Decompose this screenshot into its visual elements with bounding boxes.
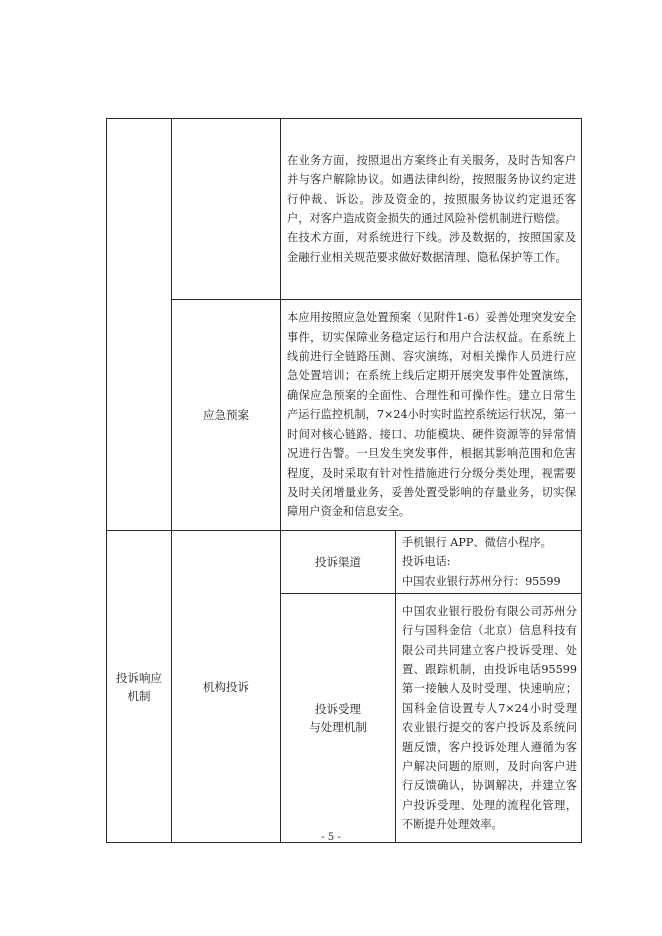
emergency-plan-text: 本应用按照应急处置预案（见附件1-6）妥善处理突发安全事件，切实保障业务稳定运行和用户合法权益。在系统上线前进行全链路压测、容灾演练，对相关操作人员进行应急处置培训；在系统上线后定期开展突发事件处置演练，确保应急预案的全面性、合理性和可操作性。建立日常生产运行监控机制，7×24小时实时监控系统运行状况，第一时间对核心链路、接口、功能模块、硬件资源等的异常情况进行告警。一旦发生突发事件，根据其影响范围和危害程度，及时采取有针对性措施进行分级分类处理，视需要及时关闭增量业务，妥善处置受影响的存量业务，切实保障用户资金和信息安全。 [287,311,577,519]
complaint-response-label-cell [107,531,172,843]
complaint-process-cell [396,594,582,843]
table-row [107,119,582,300]
complaint-response-label-line1: 投诉响应 [116,670,162,685]
complaint-channels-cell [396,531,582,594]
complaint-process-label-line2: 与处理机制 [309,720,367,735]
institution-complaint-label-cell [172,531,281,843]
complaint-channels-label: 投诉渠道 [315,555,361,570]
channels-line-phone-number: 中国农业银行苏州分行：95599 [402,574,561,588]
complaint-process-label [281,700,395,736]
emergency-plan-label: 应急预案 [203,408,249,422]
channels-line-app: 手机银行 APP、微信小程序。 [402,536,552,549]
complaint-process-label-line1: 投诉受理 [315,702,361,717]
complaint-response-label [107,669,171,705]
emergency-plan-cell [281,300,582,531]
channels-line-phone-label: 投诉电话: [402,555,451,569]
complaint-channels-label-cell [281,531,396,594]
business-paragraph: 在业务方面，按照退出方案终止有关服务，及时告知客户并与客户解除协议。如遇法律纠纷，按照服务协议约定进行仲裁、诉讼。涉及资金的，按照服务协议约定退还客户，对客户造成资金损失的通过风险补偿机制进行赔偿。 [287,153,577,225]
complaint-channels-text [396,531,581,593]
complaint-process-text: 中国农业银行股份有限公司苏州分行与国科金信（北京）信息科技有限公司共同建立客户投诉受理、处置、跟踪机制，由投诉电话95599第一接触人及时受理、快速响应；国科金信设置专人7×24小时受理农业银行提交的客户投诉及系统问题反馈，客户投诉处理人遵循为客户解决问题的原则，及时向客户进行反馈确认，协调解决，并建立客户投诉受理、处理的流程化管理，不断提升处理效率。 [402,604,578,832]
table-row [107,300,582,531]
exit-plan-text [281,149,581,269]
document-table [106,118,582,843]
complaint-process-label-cell [281,594,396,843]
technical-paragraph: 在技术方面，对系统进行下线。涉及数据的，按照国家及金融行业相关规范要求做好数据清理、隐私保护等工作。 [287,231,577,264]
exit-plan-cell [281,119,582,300]
complaint-response-label-line2: 机制 [127,688,151,703]
institution-complaint-label: 机构投诉 [203,679,249,694]
emergency-plan-label-cell [172,300,281,531]
page-number: - 5 - [321,832,341,843]
table-row [107,531,582,594]
empty-cell-subcategory [172,119,281,300]
empty-cell-category [107,119,172,531]
